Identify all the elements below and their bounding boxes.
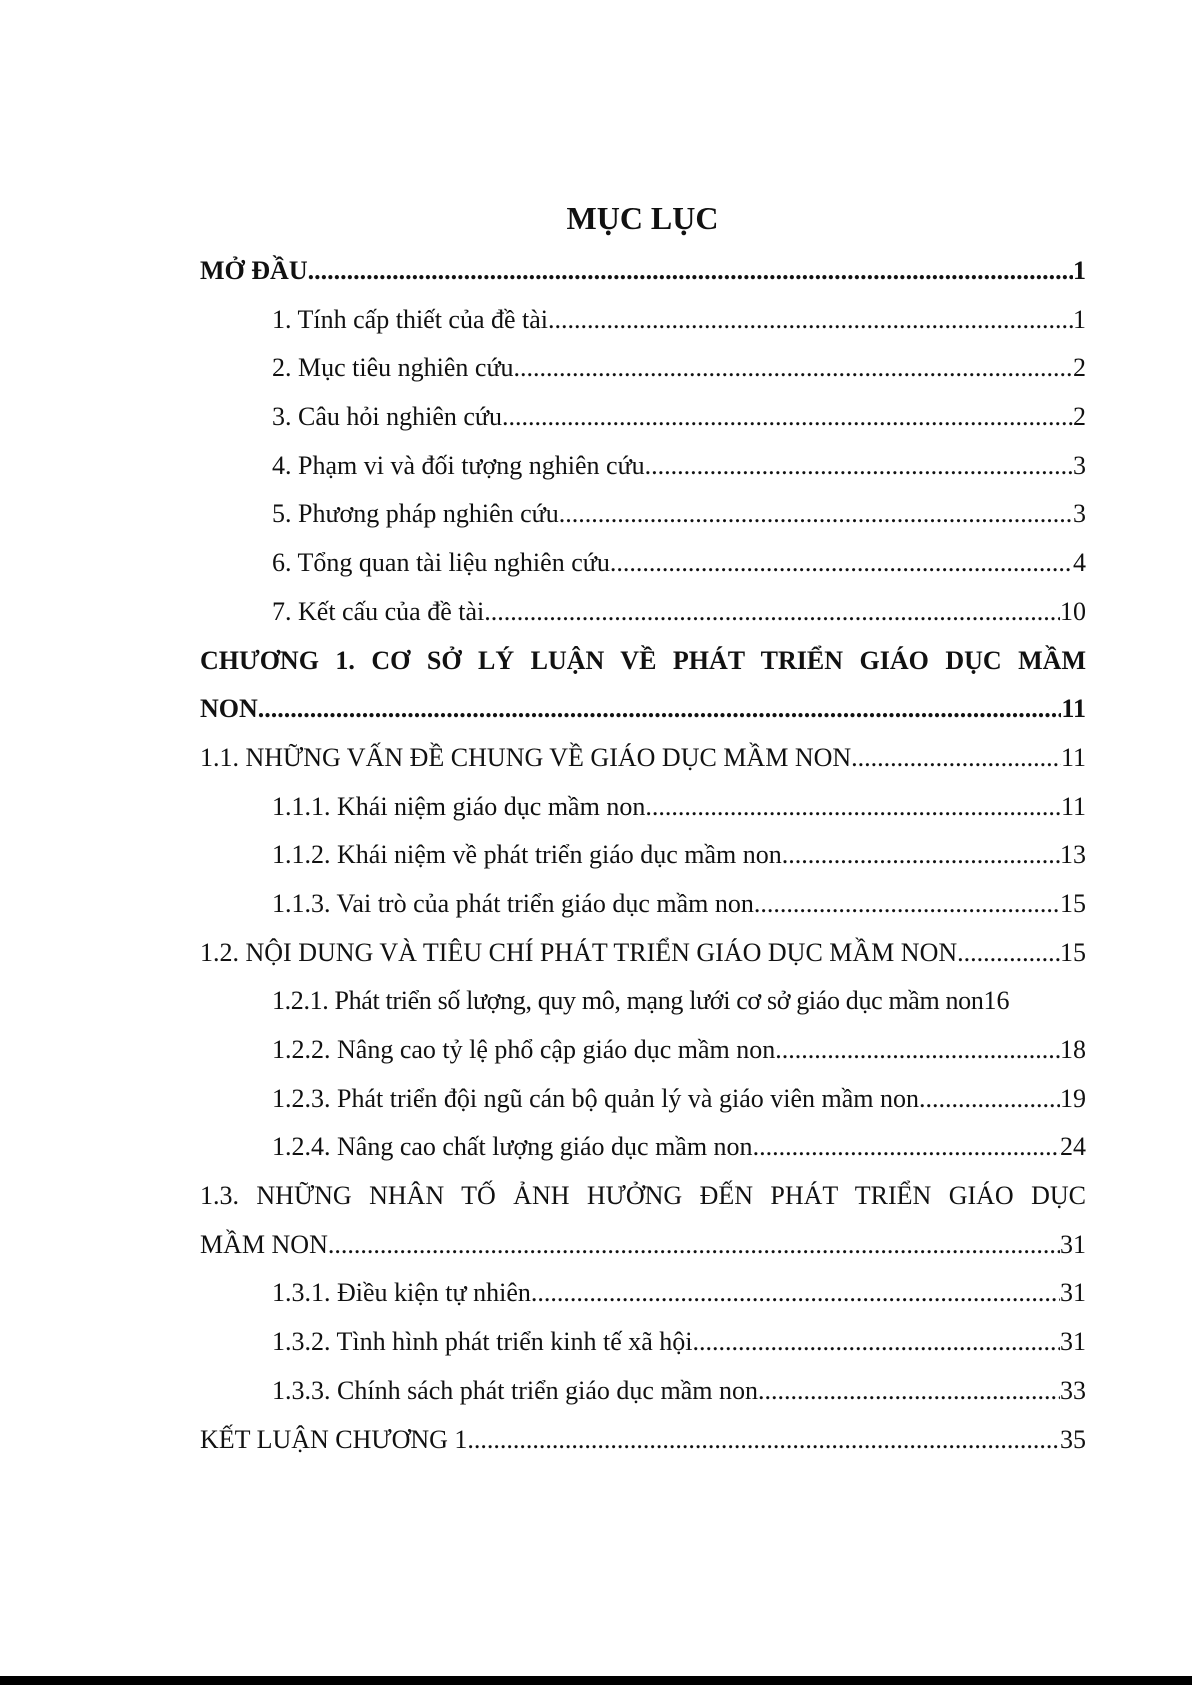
toc-entry-label: 1.1.3. Vai trò của phát triển giáo dục mầm non — [272, 888, 754, 918]
toc-entry-label: 1.2.1. Phát triển số lượng, quy mô, mạng lưới cơ sở giáo dục mầm non — [272, 986, 984, 1016]
toc-entry-page: 31 — [1060, 1327, 1086, 1357]
toc-entry-page: 11 — [1060, 791, 1086, 821]
toc-entry-1-2-3[interactable] — [200, 1075, 1086, 1124]
toc-entry-1-2-4[interactable] — [200, 1123, 1086, 1172]
toc-entry-1-3-2[interactable] — [200, 1318, 1086, 1367]
toc-entry-page: 24 — [1060, 1132, 1086, 1162]
dot-leader — [957, 929, 1060, 978]
toc-entry-label: MỞ ĐẦU — [200, 256, 308, 285]
toc-entry-6[interactable] — [200, 539, 1086, 588]
toc-entry-page: 2 — [1073, 353, 1086, 383]
toc-entry-page: 16 — [983, 986, 1010, 1016]
toc-entry-3[interactable] — [200, 393, 1086, 442]
toc-entry-page: 2 — [1073, 402, 1086, 432]
toc-entry-1-1-1[interactable] — [200, 783, 1086, 832]
dot-leader — [502, 393, 1073, 442]
toc-entry-label: KẾT LUẬN CHƯƠNG 1 — [200, 1424, 468, 1454]
toc-entry-page: 33 — [1060, 1375, 1086, 1405]
toc-entry-page: 15 — [1060, 888, 1086, 918]
toc-entry-label-line2: MẦM NON — [200, 1229, 328, 1259]
toc-entry-1-2-2[interactable] — [200, 1026, 1086, 1075]
toc-entry-page: 35 — [1060, 1424, 1086, 1454]
toc-entry-page: 4 — [1073, 548, 1086, 578]
table-of-contents — [200, 247, 1086, 1464]
page-title: MỤC LỤC — [566, 200, 719, 236]
toc-entry-page: 1 — [1073, 256, 1086, 285]
toc-entry-5[interactable] — [200, 490, 1086, 539]
toc-entry-chuong-1[interactable] — [200, 637, 1086, 734]
toc-entry-label-line1: 1.3. NHỮNG NHÂN TỐ ẢNH HƯỞNG ĐẾN PHÁT TRIỂN GIÁO DỤC — [200, 1181, 1086, 1211]
toc-entry-page: 3 — [1073, 450, 1086, 480]
toc-entry-1[interactable] — [200, 296, 1086, 345]
dot-leader — [782, 831, 1060, 880]
toc-entry-label: 3. Câu hỏi nghiên cứu — [272, 402, 503, 432]
dot-leader — [851, 734, 1061, 783]
dot-leader — [919, 1075, 1060, 1124]
dot-leader — [645, 442, 1073, 491]
dot-leader — [645, 783, 1061, 832]
toc-entry-label: 1.2. NỘI DUNG VÀ TIÊU CHÍ PHÁT TRIỂN GIÁO DỤC MẦM NON — [200, 937, 958, 967]
dot-leader — [328, 1221, 1060, 1270]
toc-entry-label: 1.3.3. Chính sách phát triển giáo dục mầm non — [272, 1375, 758, 1405]
toc-entry-label: 2. Mục tiêu nghiên cứu — [272, 353, 514, 383]
toc-entry-1-2[interactable] — [200, 929, 1086, 978]
toc-entry-page: 1 — [1073, 304, 1086, 334]
dot-leader — [775, 1026, 1060, 1075]
toc-entry-page: 13 — [1060, 840, 1086, 870]
toc-entry-label: 4. Phạm vi và đối tượng nghiên cứu — [272, 450, 645, 480]
dot-leader — [693, 1318, 1060, 1367]
toc-entry-ket-luan-chuong-1[interactable] — [200, 1416, 1086, 1465]
toc-entry-2[interactable] — [200, 344, 1086, 393]
toc-entry-1-3[interactable] — [200, 1172, 1086, 1269]
dot-leader — [531, 1269, 1060, 1318]
toc-entry-1-3-1[interactable] — [200, 1269, 1086, 1318]
toc-entry-label: 1.1.1. Khái niệm giáo dục mầm non — [272, 791, 646, 821]
toc-entry-label: 7. Kết cấu của đề tài — [272, 596, 485, 626]
toc-entry-label: 1.1.2. Khái niệm về phát triển giáo dục mầm non — [272, 840, 782, 870]
toc-entry-page: 19 — [1060, 1083, 1086, 1113]
dot-leader — [308, 247, 1073, 296]
toc-entry-label: 1.2.3. Phát triển đội ngũ cán bộ quản lý và giáo viên mầm non — [272, 1083, 919, 1113]
toc-entry-page: 3 — [1073, 499, 1086, 529]
toc-entry-page: 11 — [1061, 694, 1086, 724]
toc-entry-label: 1.1. NHỮNG VẤN ĐỀ CHUNG VỀ GIÁO DỤC MẦM NON — [200, 742, 852, 772]
toc-entry-label: 1.2.4. Nâng cao chất lượng giáo dục mầm non — [272, 1132, 753, 1162]
toc-entry-page: 18 — [1060, 1035, 1086, 1064]
toc-entry-label-line2: NON — [200, 694, 258, 724]
toc-entry-4[interactable] — [200, 442, 1086, 491]
toc-entry-1-1-3[interactable] — [200, 880, 1086, 929]
toc-entry-page: 11 — [1060, 742, 1086, 772]
toc-entry-label: 1. Tính cấp thiết của đề tài — [272, 304, 549, 334]
toc-entry-label: 1.3.2. Tình hình phát triển kinh tế xã hội — [272, 1327, 693, 1357]
dot-leader — [548, 296, 1073, 345]
toc-entry-label: 1.2.2. Nâng cao tỷ lệ phổ cập giáo dục mầm non — [272, 1035, 776, 1064]
toc-entry-1-1-2[interactable] — [200, 831, 1086, 880]
dot-leader — [559, 490, 1073, 539]
dot-leader — [484, 588, 1060, 637]
toc-entry-page: 31 — [1060, 1278, 1086, 1308]
dot-leader — [514, 344, 1073, 393]
toc-entry-mo-dau[interactable] — [200, 247, 1086, 296]
toc-entry-page: 31 — [1060, 1229, 1086, 1259]
toc-entry-label-line1: CHƯƠNG 1. CƠ SỞ LÝ LUẬN VỀ PHÁT TRIỂN GIÁO DỤC MẦM — [200, 645, 1086, 675]
toc-entry-page: 10 — [1060, 596, 1086, 626]
dot-leader — [467, 1416, 1060, 1465]
dot-leader — [753, 1123, 1060, 1172]
toc-entry-label: 1.3.1. Điều kiện tự nhiên — [272, 1278, 531, 1308]
page-bottom-border — [0, 1676, 1192, 1685]
dot-leader — [258, 685, 1062, 734]
toc-entry-1-2-1[interactable] — [200, 977, 1086, 1026]
dot-leader — [754, 880, 1060, 929]
toc-entry-1-3-3[interactable] — [200, 1367, 1086, 1416]
dot-leader — [610, 539, 1073, 588]
toc-entry-1-1[interactable] — [200, 734, 1086, 783]
dot-leader — [758, 1367, 1060, 1416]
toc-entry-page: 15 — [1060, 937, 1086, 967]
toc-entry-label: 5. Phương pháp nghiên cứu — [272, 499, 559, 529]
toc-entry-label: 6. Tổng quan tài liệu nghiên cứu — [272, 548, 610, 578]
toc-entry-7[interactable] — [200, 588, 1086, 637]
